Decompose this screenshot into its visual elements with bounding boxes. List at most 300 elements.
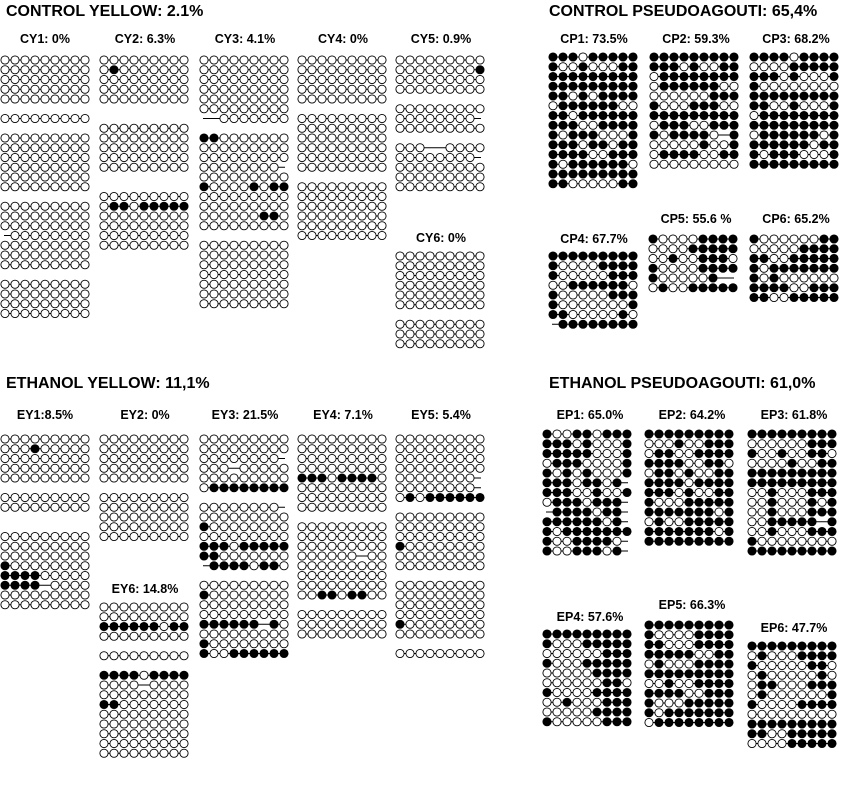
methylated-cpg [260, 649, 268, 657]
unmethylated-cpg [318, 212, 326, 220]
methylated-cpg [768, 527, 776, 535]
unmethylated-cpg [51, 571, 59, 579]
unmethylated-cpg [120, 691, 128, 699]
methylated-cpg [563, 459, 571, 467]
unmethylated-cpg [81, 435, 89, 443]
methylated-cpg [563, 488, 571, 496]
unmethylated-cpg [368, 503, 376, 511]
unmethylated-cpg [220, 591, 228, 599]
unmethylated-cpg [100, 730, 108, 738]
clone-row [1, 251, 89, 259]
methylated-cpg [788, 459, 796, 467]
unmethylated-cpg [338, 192, 346, 200]
unmethylated-cpg [31, 163, 39, 171]
methylated-cpg [280, 484, 288, 492]
unmethylated-cpg [788, 488, 796, 496]
unmethylated-cpg [120, 153, 128, 161]
unmethylated-cpg [240, 183, 248, 191]
clone-row [543, 527, 631, 535]
clone-row [748, 700, 836, 708]
clone-row [396, 271, 484, 279]
unmethylated-cpg [680, 102, 688, 110]
unmethylated-cpg [100, 144, 108, 152]
unmethylated-cpg [41, 144, 49, 152]
unmethylated-cpg [280, 241, 288, 249]
unmethylated-cpg [758, 488, 766, 496]
unmethylated-cpg [230, 241, 238, 249]
unmethylated-cpg [328, 581, 336, 589]
clone-row [645, 631, 733, 639]
unmethylated-cpg [260, 300, 268, 308]
unmethylated-cpg [358, 231, 366, 239]
unmethylated-cpg [788, 661, 796, 669]
methylated-cpg [670, 121, 678, 129]
unmethylated-cpg [130, 435, 138, 443]
unmethylated-cpg [51, 532, 59, 540]
unmethylated-cpg [230, 552, 238, 560]
methylated-cpg [709, 245, 717, 253]
unmethylated-cpg [150, 749, 158, 757]
unmethylated-cpg [81, 493, 89, 501]
methylated-cpg [768, 430, 776, 438]
methylated-cpg [280, 183, 288, 191]
clone-row [1, 435, 89, 443]
unmethylated-cpg [31, 85, 39, 93]
methylated-cpg [579, 252, 587, 260]
unmethylated-cpg [583, 708, 591, 716]
unmethylated-cpg [100, 56, 108, 64]
unmethylated-cpg [685, 479, 693, 487]
methylated-cpg [569, 141, 577, 149]
unmethylated-cpg [220, 649, 228, 657]
unmethylated-cpg [599, 301, 607, 309]
methylated-cpg [818, 508, 826, 516]
methylated-cpg [583, 508, 591, 516]
unmethylated-cpg [436, 454, 444, 462]
unmethylated-cpg [260, 640, 268, 648]
methylated-cpg [298, 474, 306, 482]
methylated-cpg [729, 264, 737, 272]
unmethylated-cpg [41, 474, 49, 482]
clone-row [396, 532, 484, 540]
unmethylated-cpg [250, 562, 258, 570]
unmethylated-cpg [436, 163, 444, 171]
unmethylated-cpg [270, 591, 278, 599]
unmethylated-cpg [51, 66, 59, 74]
unmethylated-cpg [770, 245, 778, 253]
methylated-cpg [685, 430, 693, 438]
methylated-cpg [670, 63, 678, 71]
methylated-cpg [150, 671, 158, 679]
unmethylated-cpg [396, 484, 404, 492]
unmethylated-cpg [260, 513, 268, 521]
methylated-cpg [623, 688, 631, 696]
unmethylated-cpg [240, 610, 248, 618]
unmethylated-cpg [160, 435, 168, 443]
unmethylated-cpg [130, 730, 138, 738]
methylated-cpg [709, 235, 717, 243]
unmethylated-cpg [230, 251, 238, 259]
clone-row [396, 513, 484, 521]
unmethylated-cpg [436, 601, 444, 609]
clone-row [549, 252, 637, 260]
unmethylated-cpg [240, 290, 248, 298]
unmethylated-cpg [378, 552, 386, 560]
unmethylated-cpg [348, 202, 356, 210]
unmethylated-cpg [328, 231, 336, 239]
unmethylated-cpg [21, 454, 29, 462]
unmethylated-cpg [569, 301, 577, 309]
unmethylated-cpg [100, 241, 108, 249]
methylated-cpg [629, 252, 637, 260]
unmethylated-cpg [210, 649, 218, 657]
unmethylated-cpg [21, 251, 29, 259]
clone-row [200, 454, 285, 462]
unmethylated-cpg [130, 192, 138, 200]
unmethylated-cpg [270, 581, 278, 589]
unmethylated-cpg [170, 513, 178, 521]
ey5-clones [298, 435, 386, 638]
unmethylated-cpg [170, 231, 178, 239]
clone-row [298, 464, 386, 472]
ep3-clones [748, 430, 836, 555]
unmethylated-cpg [609, 141, 617, 149]
unmethylated-cpg [81, 445, 89, 453]
unmethylated-cpg [210, 173, 218, 181]
methylated-cpg [579, 102, 587, 110]
unmethylated-cpg [200, 581, 208, 589]
unmethylated-cpg [240, 601, 248, 609]
unmethylated-cpg [21, 601, 29, 609]
unmethylated-cpg [51, 75, 59, 83]
clone-row [396, 591, 484, 599]
unmethylated-cpg [603, 479, 611, 487]
cy1-clones [1, 56, 89, 318]
unmethylated-cpg [406, 513, 414, 521]
unmethylated-cpg [338, 532, 346, 540]
unmethylated-cpg [210, 300, 218, 308]
methylated-cpg [120, 671, 128, 679]
unmethylated-cpg [100, 95, 108, 103]
methylated-cpg [100, 671, 108, 679]
sample-title-cp5: CP5: 55.6 % [660, 212, 732, 226]
unmethylated-cpg [338, 435, 346, 443]
methylated-cpg [549, 180, 557, 188]
unmethylated-cpg [150, 163, 158, 171]
methylated-cpg [210, 620, 218, 628]
methylated-cpg [830, 141, 838, 149]
unmethylated-cpg [120, 700, 128, 708]
unmethylated-cpg [200, 144, 208, 152]
clone-row [543, 669, 631, 677]
unmethylated-cpg [328, 464, 336, 472]
methylated-cpg [619, 92, 627, 100]
unmethylated-cpg [120, 222, 128, 230]
methylated-cpg [1, 581, 9, 589]
unmethylated-cpg [31, 134, 39, 142]
clone-row [200, 552, 288, 560]
unmethylated-cpg [689, 235, 697, 243]
methylated-cpg [655, 527, 663, 535]
unmethylated-cpg [396, 581, 404, 589]
unmethylated-cpg [100, 603, 108, 611]
methylated-cpg [150, 202, 158, 210]
clone-row [650, 160, 738, 168]
unmethylated-cpg [466, 114, 474, 122]
methylated-cpg [730, 63, 738, 71]
methylated-cpg [130, 671, 138, 679]
unmethylated-cpg [308, 552, 316, 560]
clone-row [650, 150, 738, 158]
unmethylated-cpg [609, 180, 617, 188]
unmethylated-cpg [675, 660, 683, 668]
unmethylated-cpg [81, 591, 89, 599]
unmethylated-cpg [220, 552, 228, 560]
methylated-cpg [695, 508, 703, 516]
unmethylated-cpg [81, 75, 89, 83]
unmethylated-cpg [270, 523, 278, 531]
clone-row [549, 82, 637, 90]
unmethylated-cpg [100, 710, 108, 718]
unmethylated-cpg [800, 150, 808, 158]
unmethylated-cpg [160, 691, 168, 699]
unmethylated-cpg [456, 474, 464, 482]
unmethylated-cpg [655, 631, 663, 639]
unmethylated-cpg [200, 513, 208, 521]
unmethylated-cpg [180, 241, 188, 249]
methylated-cpg [700, 131, 708, 139]
unmethylated-cpg [436, 552, 444, 560]
methylated-cpg [768, 469, 776, 477]
methylated-cpg [583, 449, 591, 457]
unmethylated-cpg [559, 301, 567, 309]
clone-row [396, 330, 484, 338]
unmethylated-cpg [298, 552, 306, 560]
unmethylated-cpg [31, 532, 39, 540]
sample-title-cp4: CP4: 67.7% [560, 232, 628, 246]
unmethylated-cpg [120, 56, 128, 64]
methylated-cpg [645, 640, 653, 648]
unmethylated-cpg [426, 435, 434, 443]
unmethylated-cpg [240, 464, 248, 472]
clone-row [549, 271, 637, 279]
unmethylated-cpg [71, 173, 79, 181]
methylated-cpg [800, 121, 808, 129]
unmethylated-cpg [140, 241, 148, 249]
methylated-cpg [685, 709, 693, 717]
unmethylated-cpg [270, 280, 278, 288]
methylated-cpg [790, 92, 798, 100]
unmethylated-cpg [81, 134, 89, 142]
methylated-cpg [629, 262, 637, 270]
methylated-cpg [830, 102, 838, 110]
unmethylated-cpg [71, 153, 79, 161]
unmethylated-cpg [426, 542, 434, 550]
unmethylated-cpg [788, 527, 796, 535]
unmethylated-cpg [318, 493, 326, 501]
cy5-clones [396, 56, 484, 191]
unmethylated-cpg [250, 290, 258, 298]
unmethylated-cpg [61, 231, 69, 239]
clone-row [1, 212, 89, 220]
unmethylated-cpg [358, 144, 366, 152]
unmethylated-cpg [260, 601, 268, 609]
unmethylated-cpg [436, 542, 444, 550]
methylated-cpg [250, 542, 258, 550]
unmethylated-cpg [416, 610, 424, 618]
unmethylated-cpg [758, 440, 766, 448]
unmethylated-cpg [298, 523, 306, 531]
unmethylated-cpg [130, 513, 138, 521]
unmethylated-cpg [250, 280, 258, 288]
methylated-cpg [705, 479, 713, 487]
unmethylated-cpg [200, 222, 208, 230]
methylated-cpg [619, 320, 627, 328]
unmethylated-cpg [210, 56, 218, 64]
unmethylated-cpg [100, 720, 108, 728]
methylated-cpg [760, 72, 768, 80]
unmethylated-cpg [358, 56, 366, 64]
methylated-cpg [725, 488, 733, 496]
methylated-cpg [563, 518, 571, 526]
unmethylated-cpg [1, 173, 9, 181]
clone-row [100, 503, 188, 511]
clone-row [549, 262, 637, 270]
methylated-cpg [543, 527, 551, 535]
unmethylated-cpg [140, 435, 148, 443]
unmethylated-cpg [328, 163, 336, 171]
unmethylated-cpg [778, 730, 786, 738]
methylated-cpg [623, 718, 631, 726]
methylated-cpg [655, 469, 663, 477]
unmethylated-cpg [150, 95, 158, 103]
unmethylated-cpg [120, 739, 128, 747]
unmethylated-cpg [466, 601, 474, 609]
unmethylated-cpg [308, 571, 316, 579]
unmethylated-cpg [1, 309, 9, 317]
methylated-cpg [750, 264, 758, 272]
clone-row [298, 610, 386, 618]
methylated-cpg [808, 430, 816, 438]
methylated-cpg [768, 488, 776, 496]
unmethylated-cpg [150, 56, 158, 64]
unmethylated-cpg [61, 542, 69, 550]
unmethylated-cpg [120, 231, 128, 239]
unmethylated-cpg [210, 601, 218, 609]
unmethylated-cpg [140, 700, 148, 708]
unmethylated-cpg [81, 503, 89, 511]
methylated-cpg [830, 235, 838, 243]
unmethylated-cpg [573, 708, 581, 716]
methylated-cpg [543, 488, 551, 496]
unmethylated-cpg [41, 251, 49, 259]
unmethylated-cpg [140, 671, 148, 679]
methylated-cpg [758, 479, 766, 487]
unmethylated-cpg [120, 163, 128, 171]
unmethylated-cpg [160, 730, 168, 738]
methylated-cpg [710, 53, 718, 61]
methylated-cpg [613, 659, 621, 667]
unmethylated-cpg [778, 508, 786, 516]
unmethylated-cpg [170, 435, 178, 443]
methylated-cpg [543, 518, 551, 526]
clone-row [396, 581, 484, 589]
methylated-cpg [619, 150, 627, 158]
methylated-cpg [768, 642, 776, 650]
unmethylated-cpg [130, 85, 138, 93]
methylated-cpg [549, 310, 557, 318]
unmethylated-cpg [260, 75, 268, 83]
methylated-cpg [609, 160, 617, 168]
unmethylated-cpg [368, 134, 376, 142]
unmethylated-cpg [810, 102, 818, 110]
unmethylated-cpg [71, 601, 79, 609]
unmethylated-cpg [790, 235, 798, 243]
methylated-cpg [559, 180, 567, 188]
unmethylated-cpg [603, 547, 611, 555]
methylated-cpg [790, 102, 798, 110]
unmethylated-cpg [476, 271, 484, 279]
unmethylated-cpg [476, 435, 484, 443]
methylated-cpg [603, 679, 611, 687]
methylated-cpg [695, 660, 703, 668]
methylated-cpg [549, 150, 557, 158]
unmethylated-cpg [466, 445, 474, 453]
clone-row [100, 720, 188, 728]
unmethylated-cpg [130, 691, 138, 699]
methylated-cpg [820, 92, 828, 100]
methylated-cpg [828, 459, 836, 467]
unmethylated-cpg [280, 95, 288, 103]
methylated-cpg [715, 498, 723, 506]
unmethylated-cpg [51, 309, 59, 317]
methylated-cpg [563, 498, 571, 506]
methylated-cpg [446, 493, 454, 501]
methylated-cpg [690, 102, 698, 110]
unmethylated-cpg [210, 290, 218, 298]
methylated-cpg [589, 252, 597, 260]
methylated-cpg [760, 121, 768, 129]
unmethylated-cpg [396, 493, 404, 501]
unmethylated-cpg [328, 532, 336, 540]
unmethylated-cpg [280, 620, 288, 628]
methylated-cpg [579, 111, 587, 119]
unmethylated-cpg [170, 153, 178, 161]
methylated-cpg [240, 562, 248, 570]
methylated-cpg [619, 180, 627, 188]
unmethylated-cpg [589, 262, 597, 270]
unmethylated-cpg [51, 562, 59, 570]
unmethylated-cpg [140, 95, 148, 103]
methylated-cpg [778, 547, 786, 555]
methylated-cpg [820, 53, 828, 61]
unmethylated-cpg [818, 691, 826, 699]
unmethylated-cpg [260, 280, 268, 288]
cp1-clones [549, 53, 637, 188]
unmethylated-cpg [406, 581, 414, 589]
methylated-cpg [720, 121, 728, 129]
methylated-cpg [715, 718, 723, 726]
unmethylated-cpg [426, 340, 434, 348]
unmethylated-cpg [760, 245, 768, 253]
methylated-cpg [573, 449, 581, 457]
unmethylated-cpg [689, 264, 697, 272]
clone-row [100, 85, 188, 93]
unmethylated-cpg [378, 144, 386, 152]
methylated-cpg [563, 440, 571, 448]
unmethylated-cpg [41, 435, 49, 443]
methylated-cpg [810, 121, 818, 129]
